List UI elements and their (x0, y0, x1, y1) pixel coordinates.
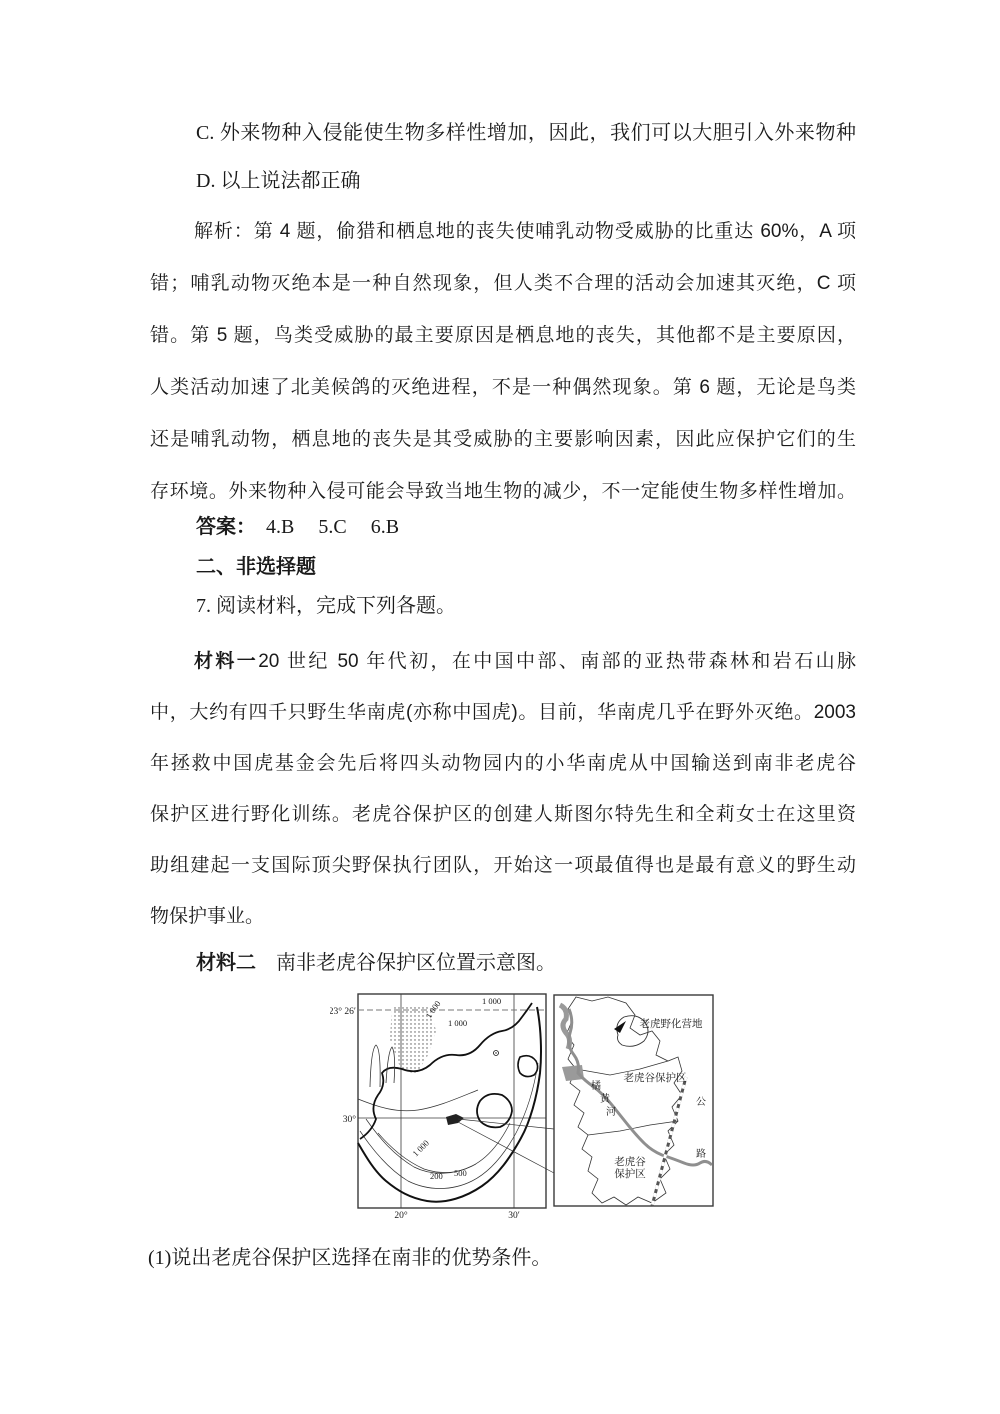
analysis-line-1: 解析：第 4 题，偷猎和栖息地的丧失使哺乳动物受威胁的比重达 60%，A 项 (194, 221, 856, 242)
leader-line (458, 1119, 554, 1129)
material1-text: 20 世纪 50 年代初，在中国中部、南部的亚热带森林和岩石山脉 (258, 651, 856, 672)
material1-paragraph (150, 636, 856, 942)
question-1: (1)说出老虎谷保护区选择在南非的优势条件。 (148, 1247, 552, 1269)
material1-line-6: 物保护事业。 (150, 906, 265, 927)
lon20-label: 20° (394, 1211, 408, 1221)
contour-label-200: 200 (430, 1171, 443, 1181)
leader-line (458, 1122, 554, 1173)
analysis-line-6: 存环境。外来物种入侵可能会导致当地生物的减少，不一定能使生物多样性增加。 (150, 481, 856, 502)
escarpment-contour (360, 1003, 532, 1139)
contour-line (360, 1063, 538, 1189)
section-heading: 二、非选择题 (196, 556, 316, 578)
lon30-label: 30′ (508, 1211, 520, 1221)
option-c: C. 外来物种入侵能使生物多样性增加，因此，我们可以大胆引入外来物种 (196, 122, 856, 144)
camp-label: 老虎野化营地 (639, 1018, 703, 1030)
map-figure (330, 983, 748, 1221)
contour-line (378, 1133, 476, 1172)
road-label-char1: 公 (696, 1097, 706, 1108)
highland-contour-ne (518, 1056, 538, 1077)
answers-line (196, 512, 399, 542)
material1-label: 材料一 (194, 651, 259, 672)
river-label-char1: 橘 (591, 1081, 601, 1092)
contour-label-1000: 1 000 (448, 1018, 468, 1028)
material1-line-1 (150, 636, 856, 687)
camp-arrow-icon (614, 1021, 626, 1033)
answer-q5: 5.C (318, 516, 347, 538)
answers-label: 答案： (196, 516, 256, 538)
reserve-south-label-line2: 保护区 (614, 1168, 646, 1180)
contour-label-1000: 1 000 (410, 1137, 431, 1159)
contour-label-1000: 1 000 (482, 996, 502, 1006)
material2-text: 南非老虎谷保护区位置示意图。 (276, 952, 556, 974)
answer-q4: 4.B (266, 516, 295, 538)
contour-label-500: 500 (454, 1168, 467, 1178)
town-marker-dot (495, 1052, 496, 1053)
mountain-contour (370, 1045, 380, 1087)
overview-map (330, 994, 554, 1221)
mountain-contour (386, 1047, 395, 1083)
river-label-char3: 河 (606, 1107, 616, 1118)
tropic-label: 23° 26′ (330, 1007, 356, 1017)
analysis-paragraph (150, 206, 856, 518)
contour-label-1000: 1 000 (423, 998, 443, 1021)
question-7: 7. 阅读材料，完成下列各题。 (196, 595, 456, 617)
option-d: D. 以上说法都正确 (196, 170, 361, 192)
material1-line-5: 助组建起一支国际顶尖野保执行团队，开始这一项最值得也是最有意义的野生动 (150, 855, 856, 876)
analysis-line-4: 人类活动加速了北美候鸽的灭绝进程，不是一种偶然现象。第 6 题，无论是鸟类 (150, 377, 856, 398)
analysis-line-3: 错。第 5 题，鸟类受威胁的最主要原因是栖息地的丧失，其他都不是主要原因， (150, 325, 856, 346)
lat30-label: 30° (342, 1115, 356, 1125)
river-label-char2: 黄 (600, 1094, 610, 1105)
material1-line-3: 年拯救中国虎基金会先后将四头动物园内的小华南虎从中国输送到南非老虎谷 (150, 753, 856, 774)
road-label-char2: 路 (696, 1149, 706, 1160)
material2-label: 材料二 (196, 952, 256, 974)
reserve-label: 老虎谷保护区 (623, 1072, 687, 1084)
detail-map (554, 995, 713, 1206)
highland-contour (477, 1094, 512, 1128)
reserve-south-label-line1: 老虎谷 (614, 1156, 646, 1168)
material2-caption (196, 948, 556, 978)
reservoir (562, 1065, 584, 1081)
material1-line-4: 保护区进行野化训练。老虎谷保护区的创建人斯图尔特先生和全莉女士在这里资 (150, 804, 856, 825)
analysis-line-5: 还是哺乳动物，栖息地的丧失是其受威胁的主要影响因素，因此应保护它们的生 (150, 429, 856, 450)
answer-q6: 6.B (370, 516, 400, 538)
material1-line-2: 中，大约有四千只野生华南虎(亦称中国虎)。目前，华南虎几乎在野外灭绝。2003 (150, 702, 856, 723)
analysis-line-2: 错；哺乳动物灭绝本是一种自然现象，但人类不合理的活动会加速其灭绝，C 项 (150, 273, 856, 294)
south-africa-maps (330, 983, 748, 1221)
